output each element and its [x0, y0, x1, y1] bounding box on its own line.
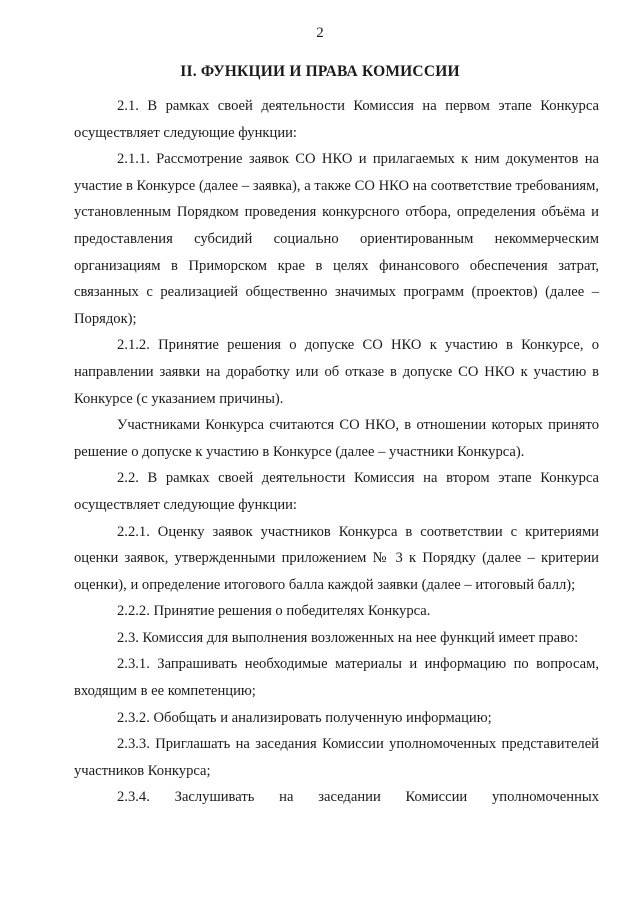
- paragraph-2-3-3: 2.3.3. Приглашать на заседания Комиссии уполномоченных представителей участников Конкурса;: [74, 736, 599, 779]
- paragraph-2-2-2: 2.2.2. Принятие решения о победителях Конкурса.: [117, 603, 431, 620]
- paragraph-2-3-2: 2.3.2. Обобщать и анализировать полученную информацию;: [117, 709, 492, 726]
- paragraph-2-3: 2.3. Комиссия для выполнения возложенных на нее функций имеет право:: [117, 629, 579, 646]
- paragraph-2-1: 2.1. В рамках своей деятельности Комиссия на первом этапе Конкурса осуществляет следующие функции:: [74, 98, 599, 141]
- paragraph-2-1-2: 2.1.2. Принятие решения о допуске СО НКО к участию в Конкурсе, о направлении заявки на доработку или об отказе в допуске СО НКО к участию в Конкурсе (с указанием причины).: [74, 337, 599, 407]
- paragraph-2-1-1: 2.1.1. Рассмотрение заявок СО НКО и прилагаемых к ним документов на участие в Конкурсе (далее – заявка), а также СО НКО на соответствие требованиям, установленным Порядком проведения конкурсного отбора, определения объёма и предоставления субсидий социально ориентированным некоммерческим организациям в Приморском крае в целях финансового обеспечения затрат, связанных с реализацией общественно значимых программ (проектов) (далее – Порядок);: [74, 151, 599, 327]
- section-heading: II. ФУНКЦИИ И ПРАВА КОМИССИИ: [180, 63, 460, 80]
- paragraph-2-3-1: 2.3.1. Запрашивать необходимые материалы и информацию по вопросам, входящим в ее компетенцию;: [74, 656, 599, 700]
- paragraph-participants: Участниками Конкурса считаются СО НКО, в отношении которых принято решение о допуске к участию в Конкурсе (далее – участники Конкурса).: [74, 417, 599, 460]
- paragraph-2-2-1: 2.2.1. Оценку заявок участников Конкурса в соответствии с критериями оценки заявок, утвержденными приложением № 3 к Порядку (далее – критерии оценки), и определение итогового балла каждой заявки (далее – итоговый балл);: [74, 523, 599, 593]
- document-body: [74, 93, 599, 811]
- paragraph-2-3-4: 2.3.4. Заслушивать на заседании Комиссии уполномоченных: [117, 789, 599, 806]
- page-number: 2: [316, 25, 324, 41]
- paragraph-2-2: 2.2. В рамках своей деятельности Комиссия на втором этапе Конкурса осуществляет следующие функции:: [74, 470, 599, 513]
